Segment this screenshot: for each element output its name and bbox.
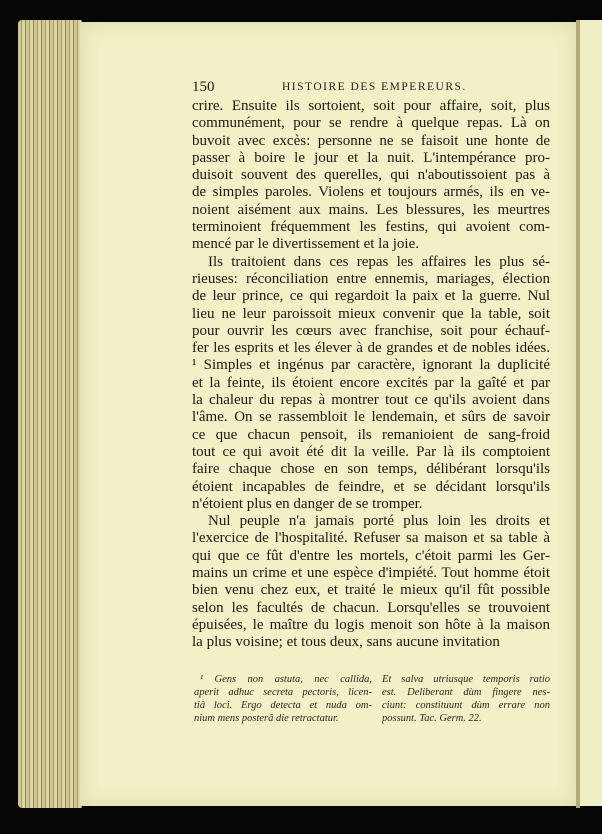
text-line: et la feinte, ils étoient encore excités par la gaîté et par xyxy=(192,374,550,391)
text-line: tout ce qui avoit été dit la veille. Par là ils comptoient xyxy=(192,443,550,460)
text-line: qui que ce fût d'entre les mortels, c'étoit parmi les Ger- xyxy=(192,547,550,564)
text-line: lieu ne leur paroissoit mieux convenir que la table, soit xyxy=(192,305,550,322)
footnote-line: tiâ loci. Ergo detecta et nuda om- xyxy=(194,700,372,711)
page-number: 150 xyxy=(192,79,215,95)
text-line: pour ouvrir les cœurs avec franchise, soit pour échauf- xyxy=(192,322,550,339)
text-line: selon les facultés de chacun. Lorsqu'elles se trouvoient xyxy=(192,599,550,616)
text-line: l'exercice de l'hospitalité. Refuser sa maison et sa table à xyxy=(192,530,550,547)
text-line: épuisées, le maître du logis menoit son hôte à la maison xyxy=(192,616,550,633)
text-line: Ils traitoient dans ces repas les affaires les plus sé- xyxy=(208,253,550,270)
footnote-line: Et salva utriusque temporis ratio xyxy=(382,674,550,685)
text-line: bien venu chez eux, et traité le mieux qu'il fût possible xyxy=(192,582,550,599)
footnote-line: ¹ Gens non astuta, nec callida, xyxy=(200,674,372,685)
text-line: duisoit souvent des querelles, qui n'aboutissoient pas à xyxy=(192,167,550,184)
text-line: mencé par le divertissement et la joie. xyxy=(192,236,419,253)
text-line: crire. Ensuite ils sortoient, soit pour affaire, soit, plus xyxy=(192,98,550,114)
text-line: Nul peuple n'a jamais porté plus loin les droits et xyxy=(208,513,550,530)
text-line: l'âme. On se rassembloit le lendemain, et sûrs de savoir xyxy=(192,409,550,426)
text-line: mains un crime et une espèce d'impiété. Tout homme étoit xyxy=(192,565,550,582)
text-line: rieuses: réconciliation entre ennemis, mariages, élection xyxy=(192,270,550,287)
text-line: passer à boire le jour et la nuit. L'intempérance pro- xyxy=(192,149,550,166)
text-line: noient aisément aux mains. Les blessures, les meurtres xyxy=(192,201,550,218)
footnote-line: nium mens posterâ die retractatur. xyxy=(194,713,339,724)
footnote-line: aperit adhuc secreta pectoris, licen- xyxy=(194,687,372,698)
text-line: de leur prince, ce qui regardoit la paix et la guerre. Nul xyxy=(192,288,550,305)
footnote-right-column xyxy=(382,673,550,725)
page-stack-edges xyxy=(18,20,82,808)
text-line: communément, pour se rendre à quelque repas. Là on xyxy=(192,115,550,132)
text-line: fer les esprits et les élever à de grandes et de nobles idées. xyxy=(192,340,550,357)
facing-page-edge xyxy=(580,20,602,806)
text-line: ¹ Simples et ingénus par caractère, ignorant la duplicité xyxy=(192,357,550,374)
text-line: terminoient fréquemment les festins, qui avoient com- xyxy=(192,219,550,236)
text-line: n'étoient plus en danger de se tromper. xyxy=(192,495,423,512)
text-line: la plus voisine; et tous deux, sans aucune invitation xyxy=(192,634,500,651)
body-text xyxy=(192,98,550,652)
text-line: de simples paroles. Violens et toujours armés, ils en ve- xyxy=(192,184,550,201)
footnotes xyxy=(194,673,550,729)
text-line: faire chaque chose en son temps, délibérant lorsqu'ils xyxy=(192,461,550,478)
footnote-left-column xyxy=(194,673,372,725)
footnote-line: est. Deliberant dùm fingere nes- xyxy=(382,687,550,698)
text-line: étoient incapables de feindre, et se décidant lorsqu'ils xyxy=(192,478,550,495)
footnote-line: possunt. Tac. Germ. 22. xyxy=(382,713,482,724)
text-line: buvoit avec excès: personne ne se faisoit une honte de xyxy=(192,132,550,149)
text-line: la chaleur du repas à montrer tout ce qu'ils avoient dans xyxy=(192,392,550,409)
text-line: ce que chacun pensoit, ils remanioient de sang-froid xyxy=(192,426,550,443)
page-header xyxy=(192,78,548,96)
footnote-line: ciunt: constituunt dùm errare non xyxy=(382,700,550,711)
running-head: HISTOIRE DES EMPEREURS. xyxy=(282,81,467,93)
